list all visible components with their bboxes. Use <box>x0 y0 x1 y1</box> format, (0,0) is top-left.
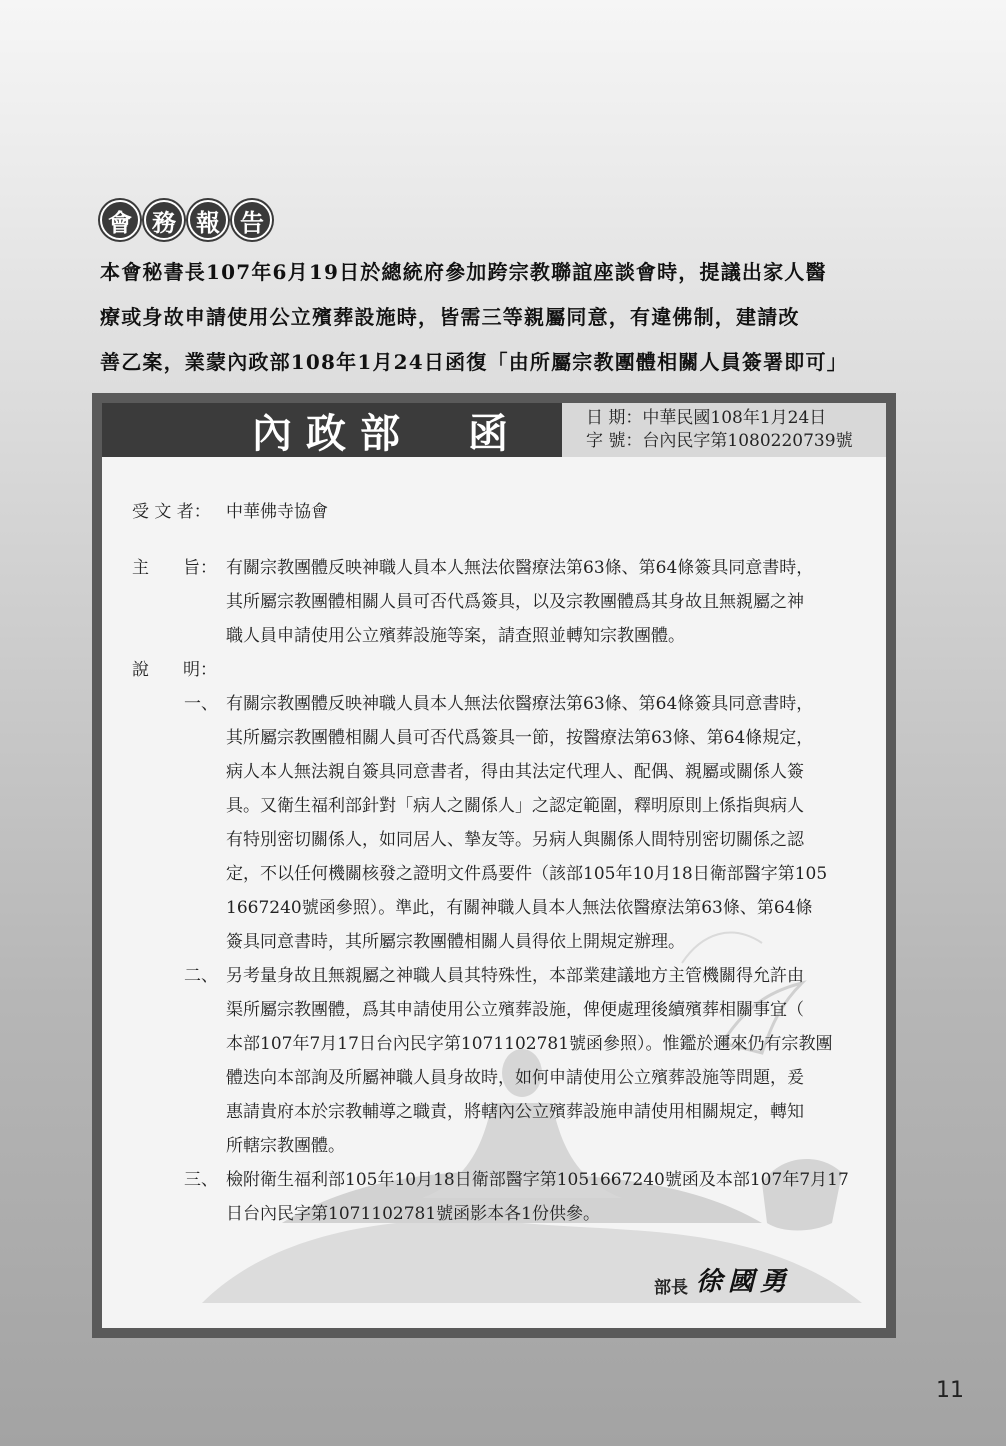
subject-line: 有關宗教團體反映神職人員本人無法依醫療法第63條、第64條簽具同意書時， <box>226 558 814 578</box>
section-title-char: 告 <box>232 200 272 240</box>
item-text <box>226 1163 872 1231</box>
letter-header <box>102 403 886 457</box>
section-title-char: 報 <box>188 200 228 240</box>
official-letter-frame <box>92 393 896 1338</box>
item-line: 有關宗教團體反映神職人員本人無法依醫療法第63條、第64條簽具同意書時， <box>226 694 814 714</box>
item-line: 檢附衛生福利部105年10月18日衛部醫字第1051667240號函及本部107年7月17 <box>226 1170 849 1190</box>
explanation-label: 說 明： <box>132 660 217 680</box>
item-line: 所轄宗教團體。 <box>226 1136 345 1156</box>
recipient-label: 受 文 者： <box>132 502 211 522</box>
recipient-row <box>132 495 872 529</box>
signature <box>654 1261 792 1298</box>
item-text <box>226 959 872 1163</box>
official-letter <box>102 403 886 1328</box>
item-number: 二、 <box>184 966 218 986</box>
explanation-item <box>184 687 872 959</box>
item-line: 惠請貴府本於宗教輔導之職責，將轄內公立殯葬設施申請使用相關規定，轉知 <box>226 1102 804 1122</box>
item-line: 定，不以任何機關核發之證明文件爲要件（該部105年10月18日衛部醫字第105 <box>226 864 828 884</box>
letter-reference-number: 字 號：台內民字第1080220739號 <box>586 431 853 451</box>
intro-paragraph <box>100 250 900 385</box>
subject-line: 其所屬宗教團體相關人員可否代爲簽具，以及宗教團體爲其身故且無親屬之神 <box>226 592 804 612</box>
item-line: 簽具同意書時，其所屬宗教團體相關人員得依上開規定辦理。 <box>226 932 685 952</box>
section-title-char: 務 <box>144 200 184 240</box>
item-line: 具。又衛生福利部針對「病人之關係人」之認定範圍，釋明原則上係指與病人 <box>226 796 804 816</box>
intro-line: 療或身故申請使用公立殯葬設施時，皆需三等親屬同意，有違佛制，建請改 <box>100 305 800 329</box>
item-line: 其所屬宗教團體相關人員可否代爲簽具一節，按醫療法第63條、第64條規定， <box>226 728 814 748</box>
page-number: 11 <box>936 1378 964 1403</box>
subject-label: 主 旨： <box>132 558 217 578</box>
letter-date: 日 期：中華民國108年1月24日 <box>586 408 827 428</box>
item-line: 有特別密切關係人，如同居人、摯友等。另病人與關係人間特別密切關係之認 <box>226 830 804 850</box>
signature-name: 徐國勇 <box>696 1267 793 1297</box>
intro-line: 本會秘書長107年6月19日於總統府參加跨宗教聯誼座談會時，提議出家人醫 <box>100 260 827 284</box>
item-line: 病人本人無法親自簽具同意書者，得由其法定代理人、配偶、親屬或關係人簽 <box>226 762 804 782</box>
item-number: 三、 <box>184 1170 218 1190</box>
intro-line: 善乙案，業蒙內政部108年1月24日函復「由所屬宗教團體相關人員簽署即可」 <box>100 350 848 374</box>
letter-body <box>132 495 872 1231</box>
subject-row <box>132 551 872 653</box>
signature-title: 部長 <box>654 1278 688 1298</box>
letter-title: 內政部 函 <box>102 403 562 457</box>
recipient-value: 中華佛寺協會 <box>226 502 328 522</box>
item-line: 1667240號函參照）。準此，有關神職人員本人無法依醫療法第63條、第64條 <box>226 898 813 918</box>
item-line: 另考量身故且無親屬之神職人員其特殊性，本部業建議地方主管機關得允許由 <box>226 966 804 986</box>
explanation-item <box>184 1163 872 1231</box>
section-title <box>100 200 272 244</box>
explanation-item <box>184 959 872 1163</box>
item-line: 體迭向本部詢及所屬神職人員身故時，如何申請使用公立殯葬設施等問題，爰 <box>226 1068 804 1088</box>
section-title-char: 會 <box>100 200 140 240</box>
item-line: 渠所屬宗教團體，爲其申請使用公立殯葬設施，俾便處理後續殯葬相關事宜（ <box>226 1000 804 1020</box>
item-line: 日台內民字第1071102781號函影本各1份供參。 <box>226 1204 600 1224</box>
item-number: 一、 <box>184 694 218 714</box>
letter-meta <box>562 403 886 457</box>
subject-text <box>226 551 872 653</box>
subject-line: 職人員申請使用公立殯葬設施等案，請查照並轉知宗教團體。 <box>226 626 685 646</box>
item-line: 本部107年7月17日台內民字第1071102781號函參照）。惟鑑於邇來仍有宗教團 <box>226 1034 833 1054</box>
item-text <box>226 687 872 959</box>
explanation-row <box>132 653 872 687</box>
